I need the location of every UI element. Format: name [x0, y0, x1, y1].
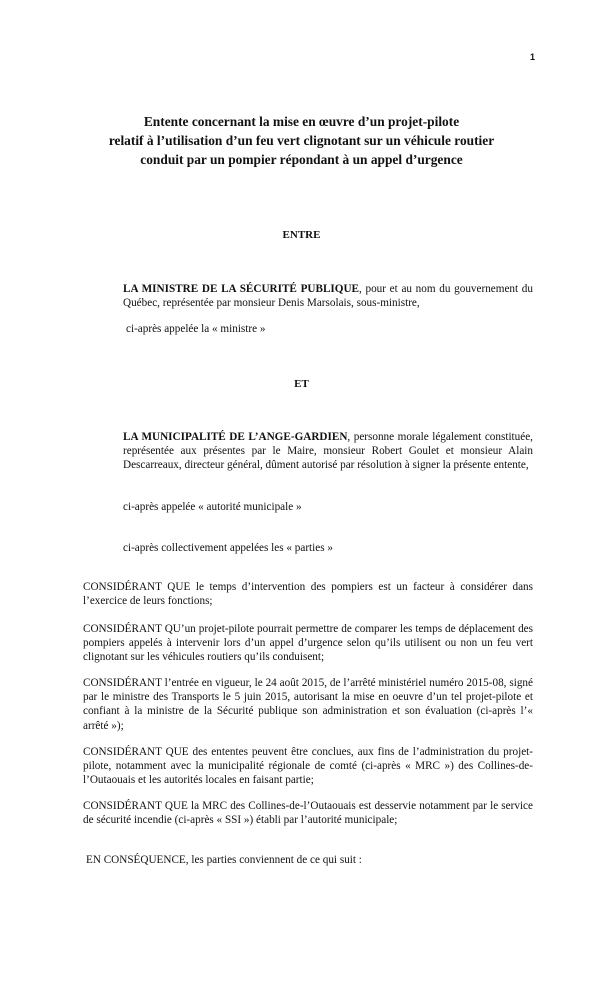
title-line-1: Entente concernant la mise en œuvre d’un projet-pilote [143, 114, 460, 129]
party1-designation: ci-après appelée la « ministre » [126, 323, 266, 335]
document-title [0, 112, 603, 169]
considerant-5: CONSIDÉRANT QUE la MRC des Collines-de-l’Outaouais est desservie notamment par le service de sécurité incendie (ci-après « SSI ») établi par l’autorité municipale; [83, 800, 533, 827]
heading-entre: ENTRE [282, 229, 321, 241]
party2-paragraph [123, 430, 533, 473]
considerant-4: CONSIDÉRANT QUE des ententes peuvent être conclues, aux fins de l’administration du projet-pilote, notamment avec la municipalité régionale de comté (ci-après « MRC ») des Collines-de-l’Outaouais et les autorités locales en faisant partie; [83, 746, 533, 787]
party2-name: LA MUNICIPALITÉ DE L’ANGE-GARDIEN [123, 431, 348, 443]
heading-et: ET [294, 378, 309, 390]
considerant-3: CONSIDÉRANT l’entrée en vigueur, le 24 août 2015, de l’arrêté ministériel numéro 2015-08, signé par le ministre des Transports le 5 juin 2015, autorisant la mise en oeuvre d’un tel projet-pilote et confiant à la ministre de la Sécurité publique son administration et son évaluation (ci-après l’« arrêté »); [83, 677, 533, 732]
party1-text: , pour et au nom du gouvernement du Québec, représentée par monsieur Denis Marsolais, sous-ministre, [123, 283, 533, 310]
party1-name: LA MINISTRE DE LA SÉCURITÉ PUBLIQUE [123, 283, 360, 295]
title-line-3: conduit par un pompier répondant à un appel d’urgence [140, 152, 463, 167]
conclusion: EN CONSÉQUENCE, les parties conviennent de ce qui suit : [86, 854, 362, 866]
party2-designation: ci-après appelée « autorité municipale » [123, 501, 302, 513]
collective-designation: ci-après collectivement appelées les « parties » [123, 542, 333, 554]
party2-text: , personne morale légalement constituée, représentée aux présentes par le Maire, monsieur Robert Goulet et monsieur Alain Descarreaux, directeur général, dûment autorisé par résolution à signer la présente entente, [123, 431, 533, 472]
considerant-1: CONSIDÉRANT QUE le temps d’intervention des pompiers est un facteur à considérer dans l’exercice de leurs fonctions; [83, 581, 533, 608]
party1-paragraph [123, 282, 533, 310]
considerant-2: CONSIDÉRANT QU’un projet-pilote pourrait permettre de comparer les temps de déplacement des pompiers appelés à intervenir lors d’un appel d’urgence selon qu’ils utilisent ou non un feu vert clignotant sur les véhicules routiers qu’ils conduisent; [83, 623, 533, 664]
page-number: 1 [529, 52, 535, 62]
title-line-2: relatif à l’utilisation d’un feu vert clignotant sur un véhicule routier [108, 133, 495, 148]
